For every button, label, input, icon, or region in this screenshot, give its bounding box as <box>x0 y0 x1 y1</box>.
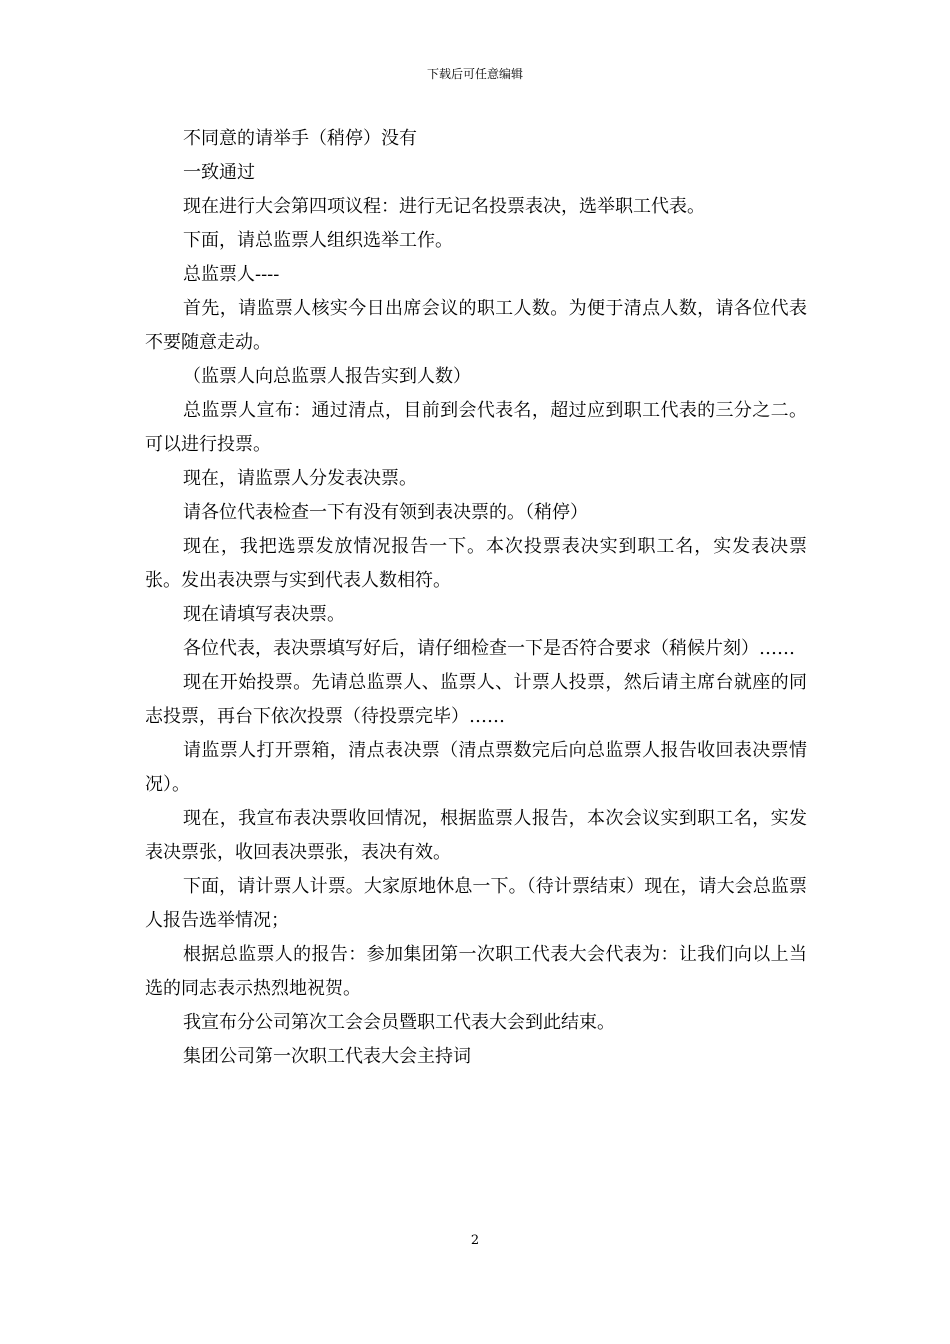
paragraph: 现在开始投票。先请总监票人、监票人、计票人投票，然后请主席台就座的同志投票，再台下依次投票（待投票完毕）…… <box>145 672 807 727</box>
paragraph: 请监票人打开票箱，清点表决票（清点票数完后向总监票人报告收回表决票情况）。 <box>145 740 807 795</box>
paragraph: 首先，请监票人核实今日出席会议的职工人数。为便于清点人数，请各位代表不要随意走动。 <box>145 298 807 353</box>
document-body <box>145 122 807 1074</box>
paragraph: 现在，我把选票发放情况报告一下。本次投票表决实到职工名，实发表决票张。发出表决票与实到代表人数相符。 <box>145 536 807 591</box>
paragraph: 总监票人---- <box>183 264 280 285</box>
paragraph: 现在，我宣布表决票收回情况，根据监票人报告，本次会议实到职工名，实发表决票张，收回表决票张，表决有效。 <box>145 808 807 863</box>
paragraph: 根据总监票人的报告：参加集团第一次职工代表大会代表为：让我们向以上当选的同志表示热烈地祝贺。 <box>145 944 807 999</box>
paragraph: 请各位代表检查一下有没有领到表决票的。（稍停） <box>183 502 588 523</box>
paragraph: 下面，请计票人计票。大家原地休息一下。（待计票结束）现在，请大会总监票人报告选举情况； <box>145 876 807 931</box>
paragraph: 现在请填写表决票。 <box>183 604 345 625</box>
paragraph: 我宣布分公司第次工会会员暨职工代表大会到此结束。 <box>183 1012 615 1033</box>
paragraph: 一致通过 <box>183 162 255 183</box>
page-header: 下载后可任意编辑 <box>426 67 523 81</box>
paragraph: 现在进行大会第四项议程：进行无记名投票表决，选举职工代表。 <box>183 196 705 217</box>
page-number: 2 <box>470 1233 480 1248</box>
paragraph: 下面，请总监票人组织选举工作。 <box>183 230 453 251</box>
paragraph: 不同意的请举手（稍停）没有 <box>183 128 417 149</box>
paragraph: 现在，请监票人分发表决票。 <box>183 468 417 489</box>
paragraph: （监票人向总监票人报告实到人数） <box>183 366 471 387</box>
paragraph: 总监票人宣布：通过清点，目前到会代表名，超过应到职工代表的三分之二。可以进行投票。 <box>145 400 807 455</box>
paragraph: 集团公司第一次职工代表大会主持词 <box>183 1046 471 1067</box>
paragraph: 各位代表，表决票填写好后，请仔细检查一下是否符合要求（稍候片刻）…… <box>183 638 795 659</box>
